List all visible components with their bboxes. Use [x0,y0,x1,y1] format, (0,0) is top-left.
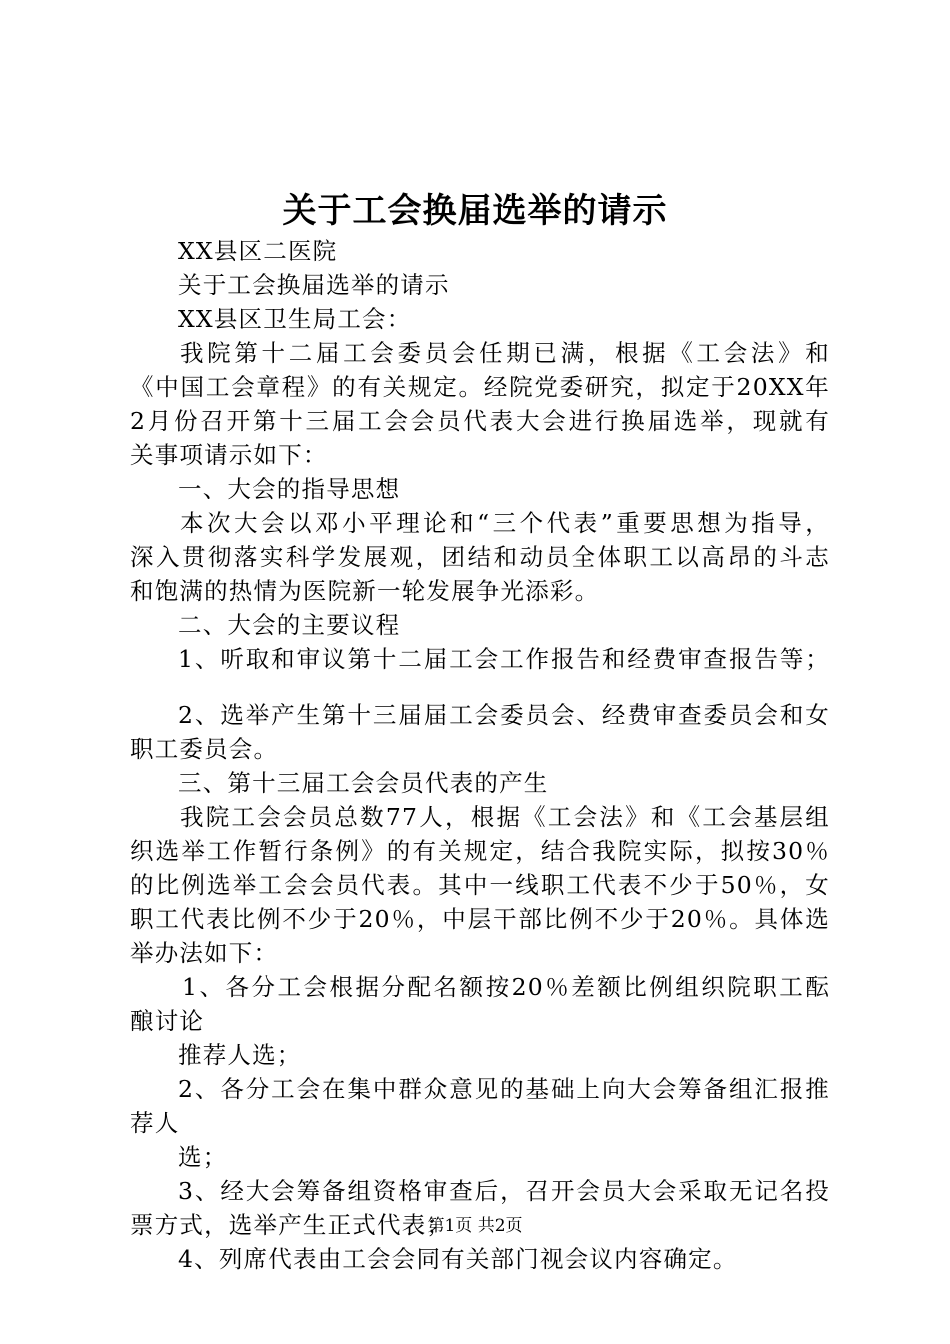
text-line: 荐人 [130,1109,180,1137]
section-heading: 三、第十三届工会会员代表的产生 [178,769,549,797]
document-body [130,234,830,1276]
text-line: 举办法如下： [130,939,279,967]
text-line: 关事项请示如下： [130,441,328,469]
text-line: XX县区卫生局工会： [178,305,412,333]
document-title: 关于工会换届选举的请示 [282,191,668,231]
text-line: 选； [178,1143,228,1171]
text-line: 2、选举产生第十三届届工会委员会、经费审查委员会和女 [178,701,830,729]
section-heading: 一、大会的指导思想 [178,475,401,503]
text-line: 1、听取和审议第十二届工会工作报告和经费审查报告等； [178,645,830,673]
text-line: 2、各分工会在集中群众意见的基础上向大会筹备组汇报推 [178,1075,830,1103]
blank-gap [130,676,830,698]
page-number-footer: 第1页 共2页 [427,1216,523,1236]
text-line: 关于工会换届选举的请示 [178,271,450,299]
text-line: 织选举工作暂行条例》的有关规定，结合我院实际，拟按30％ [130,837,830,865]
text-line: 我院第十二届工会委员会任期已满，根据《工会法》和 [180,339,830,367]
text-line: XX县区二医院 [178,237,338,265]
text-line: 本次大会以邓小平理论和“三个代表”重要思想为指导， [180,509,830,537]
text-line: 1、各分工会根据分配名额按20％差额比例组织院职工酝 [182,973,830,1001]
text-line: 票方式，选举产生正式代表； [130,1211,452,1239]
text-line: 和饱满的热情为医院新一轮发展争光添彩。 [130,577,600,605]
text-line: 深入贯彻落实科学发展观，团结和动员全体职工以高昂的斗志 [130,543,830,571]
text-line: 职工代表比例不少于20％，中层干部比例不少于20％。具体选 [130,905,830,933]
text-line: 我院工会会员总数77人，根据《工会法》和《工会基层组 [180,803,830,831]
text-line: 3、经大会筹备组资格审查后，召开会员大会采取无记名投 [178,1177,830,1205]
text-line: 《中国工会章程》的有关规定。经院党委研究，拟定于20XX年 [130,373,830,401]
text-line: 4、列席代表由工会会同有关部门视会议内容确定。 [178,1245,738,1273]
section-heading: 二、大会的主要议程 [178,611,401,639]
text-line: 推荐人选； [178,1041,302,1069]
text-line: 的比例选举工会会员代表。其中一线职工代表不少于50％，女 [130,871,830,899]
text-line: 职工委员会。 [130,735,279,763]
text-line: 2月份召开第十三届工会会员代表大会进行换届选举，现就有 [130,407,830,435]
text-line: 酿讨论 [130,1007,205,1035]
